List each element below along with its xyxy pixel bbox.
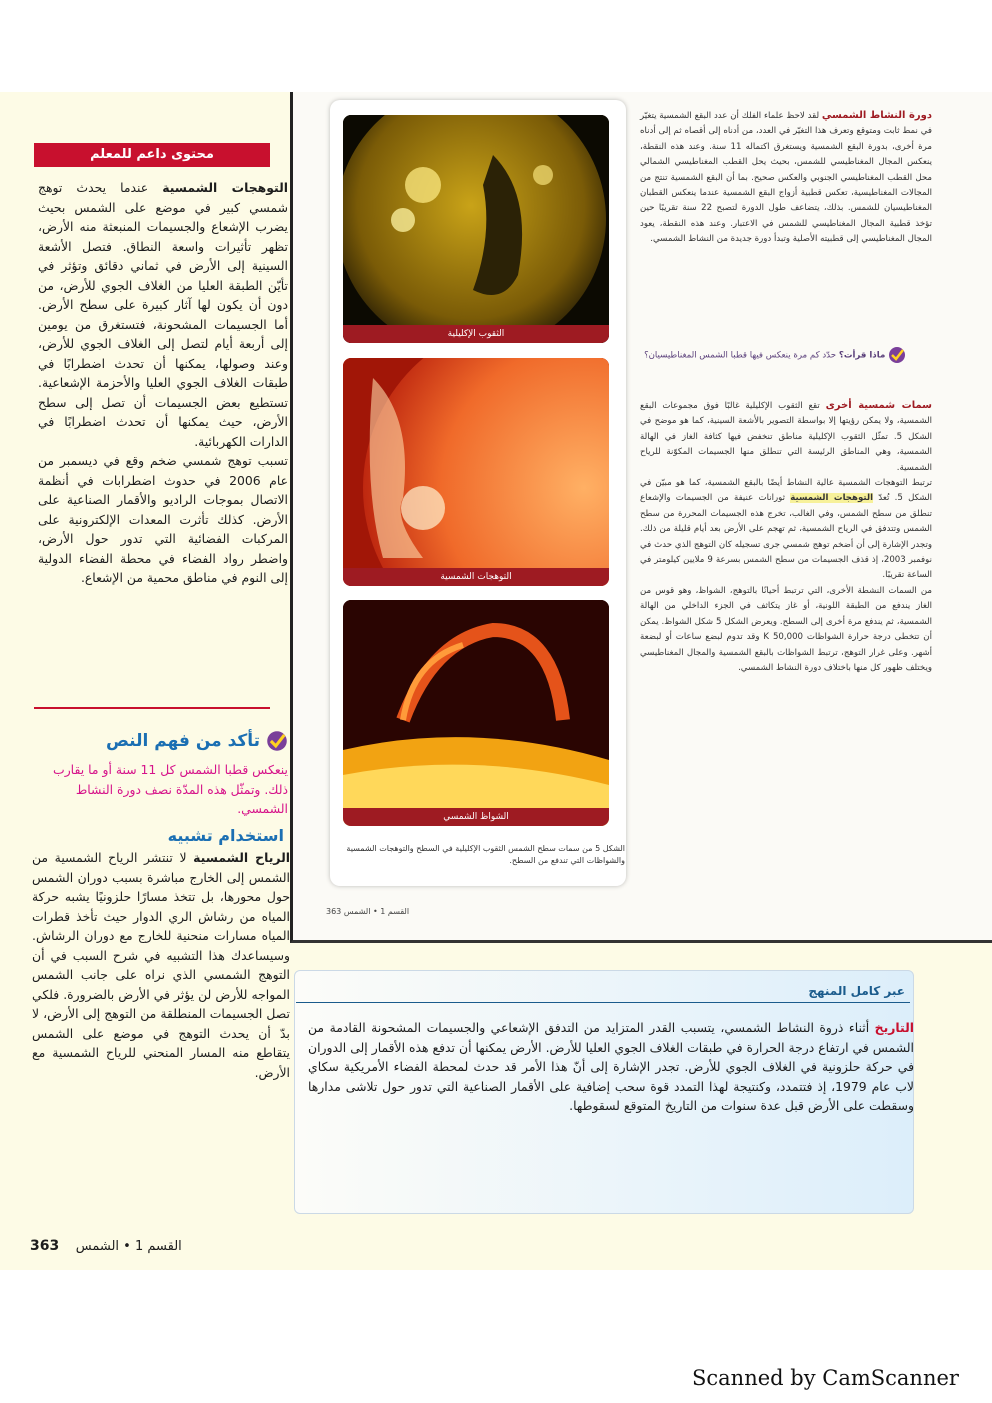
photo-caption: الثقوب الإكليلية [343, 325, 609, 343]
reading-check-label: ماذا قرأت؟ [838, 350, 886, 361]
teacher-banner: محتوى داعم للمعلم [34, 143, 270, 167]
flares-paragraph-end: ثورانات عنيفة من الجسيمات والإشعاع تنطلق من سطح الشمس، وفي الغالب، تخرج هذه الجسيمات المحررة من سطح الشمس وتتدفق في الرياح الشمسية، ثم تهجم على الأرض بعد أيام قليلة من ذلك. وتجدر الإشارة إلى أن أضخم توهج شمسي جرى تسجيله كان التوهج الذي حدث في نوفمبر 2003، إذ قذف الجسيمات من سطح الشمس بسرعة 9 ملايين كيلومتر في الساعة تقريبًا. [640, 493, 932, 581]
history-label: التاريخ [874, 1020, 914, 1035]
cycle-paragraph: لقد لاحظ علماء الفلك أن عدد البقع الشمسية يتغيّر في نمط ثابت ومتوقع وتعرف هذا التغيّر في العدد، من أدناه إلى أقصاه ثم إلى أدناه مرة أخرى، بدورة البقع الشمسية ويستغرق اكتماله 11 سنة. وعند هذه النقطة، ينعكس المجال المغناطيسي للشمس، بحيث يحل القطب المغناطيسي الشمالي محل القطب المغناطيسي الجنوبي والعكس صحيح. بما أن البقع الشمسية تنتج من المجالات المغناطيسية، تعكس قطبية أزواج البقع الشمسية عندما ينعكس القطبان المغناطيسيان للشمس. بذلك، يتضاعف طول الدورة لتصبح 22 سنة تقريبًا حين تؤخذ قطبية المجال المغناطيسي للشمس في الاعتبار. وعند هذه النقطة، يعود المجال المغناطيسي إلى قطبيته الأصلية وتبدأ دورة جديدة من النشاط الشمسي. [640, 111, 932, 245]
textbook-body [640, 108, 932, 248]
teacher-flares-body: عندما يحدث توهج شمسي كبير في موضع على الشمس بحيث يضرب الإشعاع والجسيمات المنبعثة منه الأرض، تظهر تأثيرات واسعة النطاق. فتصل الأشعة السينية إلى الأرض في ثماني دقائق وتؤثر في تأيّن الطبقة العليا من الغلاف الجوي للأرض، من دون أن يكون لها آثار كبيرة على سطح الأرض. أما الجسيمات المشحونة، فتستغرق من يومين إلى أربعة أيام لتصل إلى الغلاف الجوي للأرض، وعند وصولها، يمكنها أن تحدث اضطرابًا في طبقات الغلاف الجوي العليا والأحزمة الإشعاعية. تستطيع بعض الجسيمات أن تصل إلى سطح الأرض، حيث يمكنها أن تحدث اضطرابًا في الدارات الكهربائية. [38, 180, 288, 449]
across-curriculum-title: عبر كامل المنهج [808, 984, 905, 998]
solar-flares-photo [343, 358, 609, 586]
sun-prominence-image [343, 600, 609, 826]
page-footer [30, 1238, 182, 1254]
textbook-footer: 363 القسم 1 • الشمس [326, 907, 410, 916]
cycle-heading: دورة النشاط الشمسي [821, 110, 932, 121]
flares-paragraph-start: ترتبط التوهجات الشمسية عالية النشاط أيضًا بالبقع الشمسية، كما هو مبيّن في الشكل 5. تُعدّ [640, 478, 933, 504]
prominence-photo [343, 600, 609, 826]
sun-flare-image [343, 358, 609, 586]
across-curriculum-rule [296, 1002, 910, 1003]
analogy-body: لا تنتشر الرياح الشمسية من الشمس إلى الخارج مباشرة بسبب دوران الشمس حول محورها، بل تتخذ مسارًا حلزونيًا يشبه حركة المياه من رشاش الري الدوار حيث تأخذ قطرات المياه مسارات منحنية للخارج مع دوران الرشاش. وسيساعدك هذا التشبيه في شرح السبب في أن التوهج الشمسي الذي نراه على جانب الشمس المواجه للأرض لن يؤثر في الأرض بالضرورة. فلكي تصل الجسيمات المنطلقة من التوهج إلى الأرض، لا بدّ أن يحدث التوهج في موضع على الشمس يتقاطع منه المسار المنحني للرياح الشمسية مع الأرض. [32, 850, 290, 1080]
analogy-lead: الرياح الشمسية [193, 850, 290, 865]
check-mark-icon [888, 346, 906, 364]
teacher-check-heading [40, 730, 288, 752]
other-features-heading: سمات شمسية أخرى [825, 400, 933, 411]
other-features-paragraph: تقع الثقوب الإكليلية غالبًا فوق مجموعات البقع الشمسية، ولا يمكن رؤيتها إلا بواسطة التصوير بالأشعة السينية، كما هو موضح في الشكل 5. تمثّل الثقوب الإكليلية مناطق تنخفض فيها كثافة الغاز في الهالة الشمسية، وهي المناطق الرئيسة التي تنطلق منها الجسيمات المكوّنة للرياح الشمسية. [640, 401, 932, 473]
figure-caption: الشكل 5 من سمات سطح الشمس الثقوب الإكليلية في السطح والتوهجات الشمسية والشواظات التي تندفع من السطح. [346, 844, 625, 865]
teacher-check-title: تأكد من فهم النص [105, 731, 261, 751]
teacher-flares-text [38, 178, 288, 588]
reading-check-question: حدّد كم مرة ينعكس فيها قطبا الشمس المغناطيسيان؟ [644, 350, 837, 361]
teacher-flares-heading: التوهجات الشمسية [162, 180, 288, 195]
analogy-text [32, 848, 290, 1082]
section-divider [34, 707, 270, 709]
other-features-section [640, 398, 932, 676]
check-mark-icon [266, 730, 288, 752]
prominence-paragraph: من السمات النشطة الأخرى، التي ترتبط أحيانًا بالتوهج، الشواظ، وهو قوس من الغاز يندفع من الطبقة اللونية، أو غاز يتكاثف في الجزء الداخلي من الهالة الشمسية، ثم يندفع مرة أخرى إلى السطح. ويعرض الشكل 5 شكل الشواظ. يمكن أن تتخطى درجة حرارة الشواظات 50,000 K وقد تدوم لبضع ساعات أو لبضعة أشهر. وعلى غرار التوهج، ترتبط الشواظات بالبقع الشمسية والمجال المغناطيسي ويختلف ظهور كل منها باختلاف دورة النشاط الشمسي. [640, 585, 932, 673]
page-number: 363 [30, 1238, 60, 1254]
photo-caption: التوهجات الشمسية [343, 568, 609, 586]
coronal-holes-photo [343, 115, 609, 343]
across-curriculum-text [308, 1018, 914, 1116]
sun-xray-image [343, 115, 609, 343]
section-label: القسم 1 • الشمس [75, 1239, 182, 1254]
teacher-flares-body-2: تسبب توهج شمسي ضخم وقع في ديسمبر من عام 2006 في حدوث اضطرابات في أنظمة الاتصال بموجات الراديو والأقمار الصناعية على الأرض. كذلك تأثرت المعدات الإلكترونية على المركبات الفضائية التي تدور حول الأرض، واضطر رواد الفضاء في محطة الفضاء الدولية إلى النوم في مناطق محمية من الإشعاع. [38, 453, 289, 585]
history-paragraph: أثناء ذروة النشاط الشمسي، يتسبب القدر المتزايد من التدفق الإشعاعي والجسيمات المشحونة القادمة من الشمس في ارتفاع درجة الحرارة في طبقات الغلاف الجوي العليا للأرض. الأرض يمكنها أن تدفع هذه الأقمار إلى الدوران في حركة حلزونية في الغلاف الجوي للأرض. تجدر الإشارة إلى أنّ هذا الأمر قد حدث لمحطة الفضاء الأمريكية سكاي لاب عام 1979، إذ فتتمدد، وكنتيجة لهذا التمدد قوة سحب إضافية على الأقمار الصناعية التي تدور حول تلاشى مدارها وسقطت على الأرض قبل عدة سنوات من التاريخ المتوقع لسقوطها. [308, 1020, 914, 1113]
scanner-watermark: Scanned by CamScanner [692, 1366, 959, 1390]
photo-caption: الشواظ الشمسي [343, 808, 609, 826]
analogy-heading: استخدام تشبيه [167, 826, 284, 845]
teacher-check-answer: ينعكس قطبا الشمس كل 11 سنة أو ما يقارب ذلك. وتمثّل هذه المدّة نصف دورة النشاط الشمسي. [53, 762, 288, 816]
flares-term: التوهجات الشمسية [790, 493, 874, 504]
reading-check [640, 346, 906, 364]
